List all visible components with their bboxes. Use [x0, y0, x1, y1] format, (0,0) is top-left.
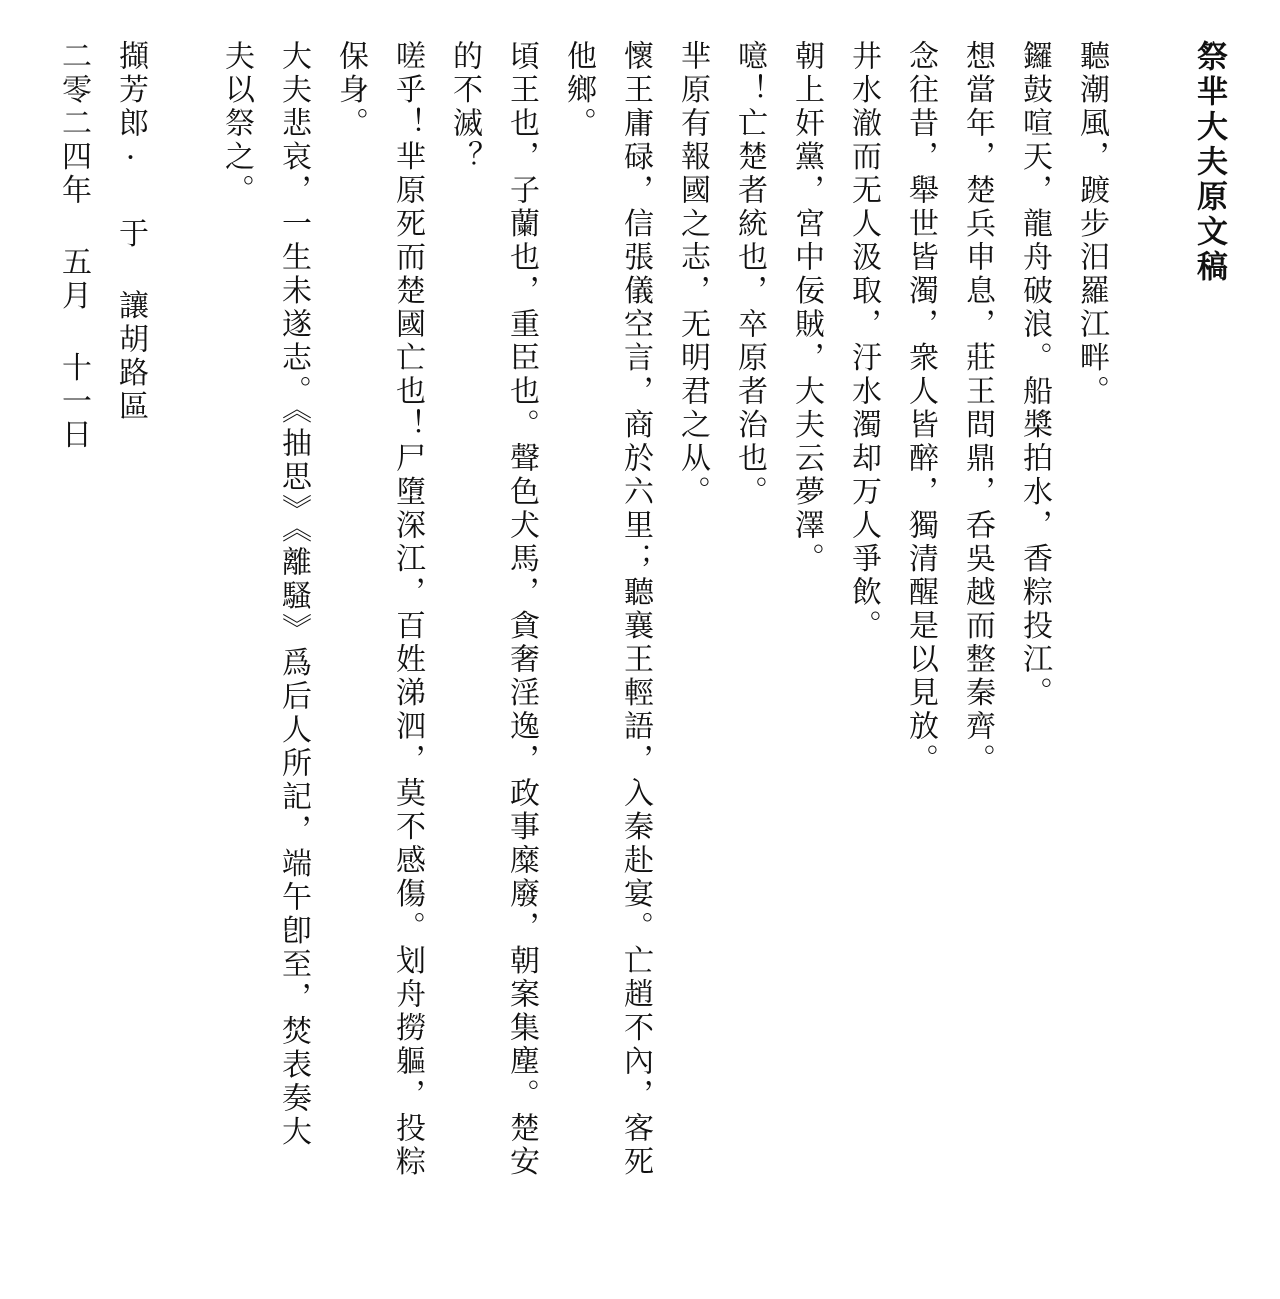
text-line: 懷王庸碌，信張儀空言，商於六里；聽襄王輕語，入秦赴宴。亡趙不內，客死 — [618, 40, 653, 1179]
signature-date: 二零二四年 五月 十一日 — [56, 40, 91, 452]
text-line: 朝上奸黨，宮中佞賊，大夫云夢澤。 — [789, 40, 824, 576]
text-line: 頃王也，子蘭也，重臣也。聲色犬馬，貪奢淫逸，政事糜廢，朝案集塵。楚安 — [504, 40, 539, 1179]
text-line: 噫！亡楚者統也，卒原者治也。 — [732, 40, 767, 509]
text-line: 聽潮風，踱步汨羅江畔。 — [1074, 40, 1109, 409]
signature-author: 擷芳郎· 于 讓胡路區 — [113, 40, 148, 424]
text-line: 芈原有報國之志，无明君之从。 — [675, 40, 710, 509]
document-title: 祭芈大夫原文稿 — [1191, 40, 1227, 285]
text-line: 他鄉。 — [561, 40, 596, 141]
text-line: 嗟乎！芈原死而楚國亡也！尸墮深江，百姓涕泗，莫不感傷。划舟撈軀，投粽 — [390, 40, 425, 1179]
text-line: 大夫悲哀，一生未遂志。《抽思》《離騷》爲后人所記，端午卽至，焚表奏大 — [276, 40, 311, 1149]
text-line: 念往昔，舉世皆濁，衆人皆醉，獨清醒是以見放。 — [903, 40, 938, 777]
text-line: 保身。 — [333, 40, 368, 141]
text-line: 的不滅？ — [447, 40, 482, 174]
text-line: 井水澈而无人汲取，汙水濁却万人爭飲。 — [846, 40, 881, 643]
text-line: 鑼鼓喧天，龍舟破浪。船槳拍水，香粽投江。 — [1017, 40, 1052, 710]
text-line: 想當年，楚兵申息，莊王問鼎，呑吳越而整秦齊。 — [960, 40, 995, 777]
text-line: 夫以祭之。 — [219, 40, 254, 208]
